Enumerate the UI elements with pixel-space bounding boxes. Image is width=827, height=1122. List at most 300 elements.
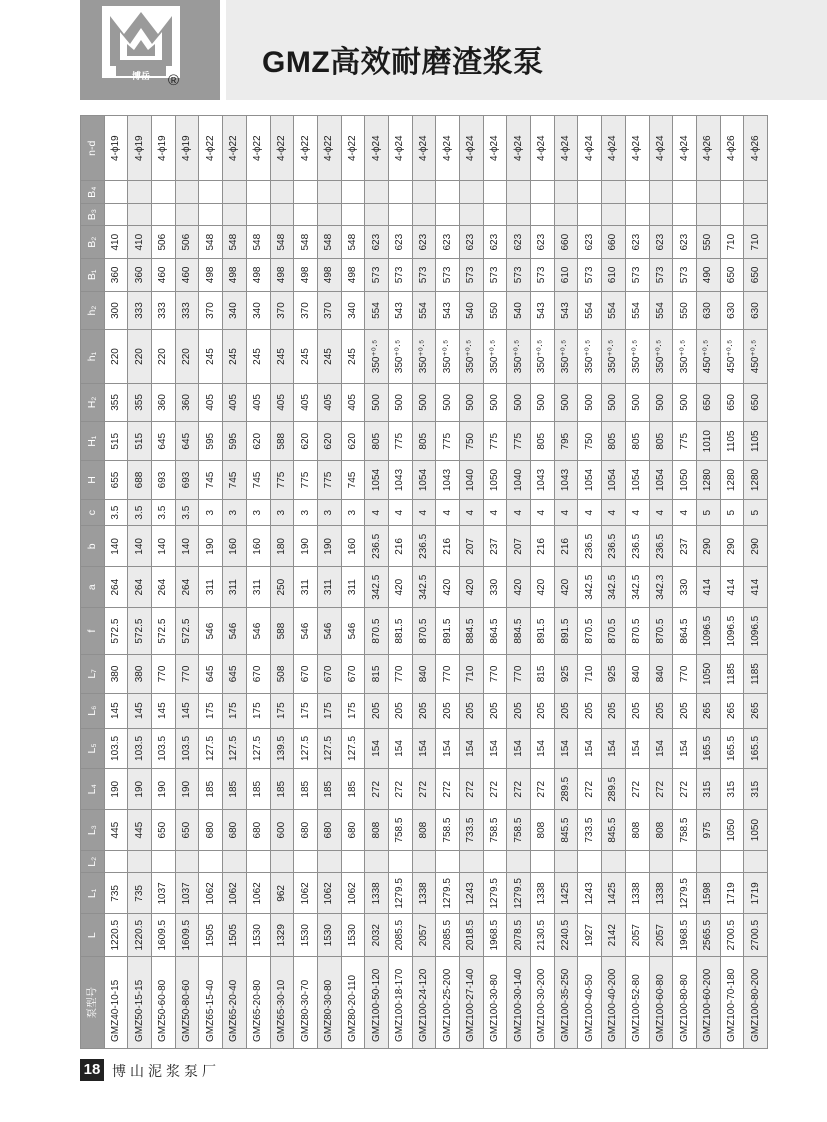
dimension-cell: 350⁺⁰·⁵ <box>507 330 531 383</box>
dimension-cell: 414 <box>720 567 744 608</box>
dimension-cell: 4-ϕ22 <box>223 116 247 181</box>
dimension-cell: 185 <box>199 769 223 810</box>
dimension-cell: 693 <box>152 461 176 500</box>
dimension-cell <box>436 851 460 873</box>
dimension-cell: 1425 <box>602 873 626 914</box>
dimension-cell: 4 <box>649 499 673 526</box>
spec-table-area <box>80 115 813 1049</box>
dimension-cell <box>294 203 318 225</box>
dimension-cell: 1505 <box>199 914 223 957</box>
dimension-cell: 245 <box>246 330 270 383</box>
pump-model-cell: GMZ65-30-10 <box>270 957 294 1049</box>
dimension-cell: 710 <box>578 655 602 694</box>
dimension-cell: 220 <box>104 330 128 383</box>
dimension-cell: 500 <box>554 383 578 422</box>
pump-model-cell: GMZ100-30-200 <box>531 957 555 1049</box>
pump-model-cell: GMZ100-40-50 <box>578 957 602 1049</box>
dimension-cell: 1530 <box>294 914 318 957</box>
dimension-cell: 610 <box>554 259 578 292</box>
dimension-cell: 4-ϕ26 <box>744 116 768 181</box>
dimension-cell: 405 <box>294 383 318 422</box>
dimension-cell <box>744 851 768 873</box>
dimension-cell: 145 <box>175 693 199 728</box>
dimension-cell: 572.5 <box>104 608 128 655</box>
dimension-cell: 498 <box>223 259 247 292</box>
dimension-cell: 745 <box>223 461 247 500</box>
dimension-cell: 500 <box>531 383 555 422</box>
dimension-cell: 1050 <box>696 655 720 694</box>
dimension-cell: 405 <box>317 383 341 422</box>
column-header: B₂ <box>81 226 105 259</box>
dimension-cell: 160 <box>341 526 365 567</box>
dimension-cell: 311 <box>294 567 318 608</box>
dimension-cell: 300 <box>104 291 128 330</box>
table-row <box>602 116 626 1049</box>
dimension-cell: 870.5 <box>412 608 436 655</box>
dimension-cell <box>696 851 720 873</box>
dimension-cell: 572.5 <box>128 608 152 655</box>
dimension-cell: 272 <box>578 769 602 810</box>
dimension-cell: 550 <box>696 226 720 259</box>
dimension-cell: 250 <box>270 567 294 608</box>
dimension-cell <box>412 851 436 873</box>
dimension-cell: 420 <box>531 567 555 608</box>
dimension-cell: 180 <box>270 526 294 567</box>
dimension-cell: 355 <box>128 383 152 422</box>
dimension-cell: 546 <box>294 608 318 655</box>
dimension-cell: 775 <box>317 461 341 500</box>
dimension-cell: 190 <box>152 769 176 810</box>
dimension-cell: 1054 <box>649 461 673 500</box>
dimension-cell: 207 <box>460 526 484 567</box>
column-header: b <box>81 526 105 567</box>
dimension-cell: 245 <box>223 330 247 383</box>
dimension-cell: 550 <box>673 291 697 330</box>
dimension-cell: 245 <box>341 330 365 383</box>
table-row <box>554 116 578 1049</box>
dimension-cell <box>128 203 152 225</box>
dimension-cell: 750 <box>460 422 484 461</box>
dimension-cell <box>649 851 673 873</box>
dimension-cell <box>578 203 602 225</box>
dimension-cell: 272 <box>673 769 697 810</box>
dimension-cell: 4 <box>625 499 649 526</box>
dimension-cell: 450⁺⁰·⁵ <box>744 330 768 383</box>
dimension-cell: 1043 <box>436 461 460 500</box>
dimension-cell: 650 <box>720 383 744 422</box>
dimension-cell: 573 <box>436 259 460 292</box>
dimension-cell: 500 <box>673 383 697 422</box>
dimension-cell: 1719 <box>744 873 768 914</box>
dimension-cell: 4-ϕ24 <box>507 116 531 181</box>
dimension-cell: 573 <box>412 259 436 292</box>
dimension-cell: 650 <box>696 383 720 422</box>
dimension-cell: 1062 <box>294 873 318 914</box>
dimension-cell <box>436 203 460 225</box>
dimension-cell: 1279.5 <box>388 873 412 914</box>
dimension-cell: 4 <box>412 499 436 526</box>
column-header: B₄ <box>81 181 105 203</box>
dimension-cell: 333 <box>175 291 199 330</box>
dimension-cell: 289.5 <box>602 769 626 810</box>
dimension-cell: 1279.5 <box>507 873 531 914</box>
dimension-cell: 1279.5 <box>673 873 697 914</box>
dimension-cell: 1050 <box>720 810 744 851</box>
dimension-cell: 380 <box>104 655 128 694</box>
dimension-cell: 4-ϕ22 <box>341 116 365 181</box>
dimension-cell: 350⁺⁰·⁵ <box>649 330 673 383</box>
crown-logo-icon <box>80 0 220 100</box>
table-row <box>696 116 720 1049</box>
dimension-cell: 2700.5 <box>744 914 768 957</box>
dimension-cell: 710 <box>744 226 768 259</box>
dimension-cell: 311 <box>317 567 341 608</box>
dimension-cell: 623 <box>625 226 649 259</box>
dimension-cell: 3 <box>246 499 270 526</box>
dimension-cell: 500 <box>507 383 531 422</box>
table-row <box>436 116 460 1049</box>
dimension-cell: 2085.5 <box>388 914 412 957</box>
dimension-cell: 154 <box>388 728 412 769</box>
dimension-cell <box>483 181 507 203</box>
dimension-cell: 630 <box>720 291 744 330</box>
column-header: L₁ <box>81 873 105 914</box>
dimension-cell: 775 <box>483 422 507 461</box>
dimension-cell: 2085.5 <box>436 914 460 957</box>
dimension-cell: 1338 <box>365 873 389 914</box>
dimension-cell: 588 <box>270 422 294 461</box>
dimension-cell: 1054 <box>365 461 389 500</box>
dimension-cell <box>246 181 270 203</box>
dimension-cell: 655 <box>104 461 128 500</box>
dimension-cell <box>673 181 697 203</box>
table-row <box>483 116 507 1049</box>
dimension-cell: 498 <box>294 259 318 292</box>
dimension-cell: 1096.5 <box>696 608 720 655</box>
dimension-cell: 272 <box>531 769 555 810</box>
dimension-cell: 350⁺⁰·⁵ <box>602 330 626 383</box>
pump-model-cell: GMZ80-30-80 <box>317 957 341 1049</box>
pump-model-cell: GMZ40-10-15 <box>104 957 128 1049</box>
dimension-cell: 515 <box>128 422 152 461</box>
dimension-cell: 1054 <box>602 461 626 500</box>
page-title: GMZ高效耐磨渣浆泵 <box>262 46 544 79</box>
dimension-cell <box>294 181 318 203</box>
dimension-cell <box>460 181 484 203</box>
dimension-cell: 1185 <box>720 655 744 694</box>
dimension-cell: 864.5 <box>673 608 697 655</box>
dimension-cell: 154 <box>507 728 531 769</box>
dimension-cell: 735 <box>128 873 152 914</box>
dimension-cell: 775 <box>436 422 460 461</box>
dimension-cell: 670 <box>294 655 318 694</box>
dimension-cell: 264 <box>104 567 128 608</box>
dimension-cell: 3.5 <box>175 499 199 526</box>
dimension-cell: 498 <box>199 259 223 292</box>
dimension-cell: 1280 <box>720 461 744 500</box>
dimension-cell: 506 <box>175 226 199 259</box>
dimension-cell: 500 <box>649 383 673 422</box>
dimension-cell: 350⁺⁰·⁵ <box>578 330 602 383</box>
dimension-cell: 805 <box>625 422 649 461</box>
dimension-cell: 1054 <box>578 461 602 500</box>
dimension-cell: 5 <box>696 499 720 526</box>
column-header: f <box>81 608 105 655</box>
dimension-cell: 245 <box>270 330 294 383</box>
dimension-cell: 775 <box>270 461 294 500</box>
column-header: L₅ <box>81 728 105 769</box>
dimension-cell: 745 <box>246 461 270 500</box>
dimension-cell: 264 <box>175 567 199 608</box>
dimension-cell: 1530 <box>246 914 270 957</box>
dimension-cell: 290 <box>696 526 720 567</box>
dimension-cell: 4-ϕ19 <box>128 116 152 181</box>
dimension-cell: 290 <box>744 526 768 567</box>
dimension-cell: 543 <box>554 291 578 330</box>
dimension-cell: 190 <box>175 769 199 810</box>
dimension-cell: 205 <box>578 693 602 728</box>
dimension-cell: 103.5 <box>175 728 199 769</box>
dimension-cell: 554 <box>578 291 602 330</box>
dimension-cell: 154 <box>436 728 460 769</box>
dimension-cell: 350⁺⁰·⁵ <box>460 330 484 383</box>
dimension-cell: 645 <box>199 655 223 694</box>
pump-model-cell: GMZ80-20-110 <box>341 957 365 1049</box>
pump-model-cell: GMZ100-30-140 <box>507 957 531 1049</box>
column-header: a <box>81 567 105 608</box>
dimension-cell <box>152 181 176 203</box>
table-row <box>104 116 128 1049</box>
dimension-cell <box>578 851 602 873</box>
column-header: H₂ <box>81 383 105 422</box>
dimension-cell <box>696 203 720 225</box>
dimension-cell: 220 <box>175 330 199 383</box>
dimension-cell: 265 <box>720 693 744 728</box>
dimension-cell: 808 <box>365 810 389 851</box>
dimension-cell: 350⁺⁰·⁵ <box>483 330 507 383</box>
dimension-cell: 333 <box>128 291 152 330</box>
dimension-cell: 145 <box>152 693 176 728</box>
dimension-cell: 548 <box>294 226 318 259</box>
dimension-cell: 770 <box>388 655 412 694</box>
dimension-cell: 1054 <box>412 461 436 500</box>
dimension-cell <box>152 851 176 873</box>
dimension-cell: 272 <box>365 769 389 810</box>
dimension-cell: 450⁺⁰·⁵ <box>696 330 720 383</box>
dimension-cell: 190 <box>294 526 318 567</box>
dimension-cell: 864.5 <box>483 608 507 655</box>
dimension-cell: 891.5 <box>436 608 460 655</box>
table-row <box>199 116 223 1049</box>
footer-company-name: 博山泥浆泵厂 <box>112 1063 220 1079</box>
dimension-cell: 154 <box>625 728 649 769</box>
pump-model-cell: GMZ50-80-60 <box>175 957 199 1049</box>
dimension-cell: 500 <box>412 383 436 422</box>
pump-model-cell: GMZ50-60-80 <box>152 957 176 1049</box>
dimension-cell: 680 <box>246 810 270 851</box>
dimension-cell <box>625 851 649 873</box>
dimension-cell: 554 <box>365 291 389 330</box>
dimension-cell: 140 <box>128 526 152 567</box>
dimension-cell: 548 <box>246 226 270 259</box>
table-row <box>625 116 649 1049</box>
dimension-cell: 660 <box>602 226 626 259</box>
dimension-cell <box>317 203 341 225</box>
dimension-cell: 205 <box>507 693 531 728</box>
dimension-cell: 185 <box>317 769 341 810</box>
pump-model-cell: GMZ50-15-15 <box>128 957 152 1049</box>
dimension-cell: 154 <box>483 728 507 769</box>
dimension-cell: 350⁺⁰·⁵ <box>673 330 697 383</box>
dimension-cell: 185 <box>246 769 270 810</box>
dimension-cell: 623 <box>388 226 412 259</box>
dimension-cell: 4 <box>365 499 389 526</box>
dimension-cell: 1043 <box>554 461 578 500</box>
dimension-cell: 595 <box>199 422 223 461</box>
dimension-cell: 3 <box>317 499 341 526</box>
dimension-cell: 4-ϕ22 <box>199 116 223 181</box>
dimension-cell: 370 <box>199 291 223 330</box>
dimension-cell <box>625 181 649 203</box>
dimension-cell: 554 <box>625 291 649 330</box>
dimension-cell: 5 <box>744 499 768 526</box>
dimension-cell: 543 <box>531 291 555 330</box>
dimension-cell: 154 <box>673 728 697 769</box>
dimension-cell: 1338 <box>412 873 436 914</box>
dimension-cell: 4-ϕ26 <box>720 116 744 181</box>
dimension-cell: 145 <box>104 693 128 728</box>
dimension-cell: 733.5 <box>460 810 484 851</box>
dimension-cell: 4 <box>436 499 460 526</box>
dimension-cell: 610 <box>602 259 626 292</box>
dimension-cell: 650 <box>744 259 768 292</box>
dimension-cell: 140 <box>175 526 199 567</box>
dimension-cell: 498 <box>341 259 365 292</box>
dimension-cell: 500 <box>578 383 602 422</box>
dimension-cell: 127.5 <box>246 728 270 769</box>
dimension-cell: 2078.5 <box>507 914 531 957</box>
dimension-cell: 620 <box>294 422 318 461</box>
dimension-cell <box>436 181 460 203</box>
dimension-cell <box>388 181 412 203</box>
dimension-cell: 623 <box>531 226 555 259</box>
dimension-cell <box>270 181 294 203</box>
dimension-cell: 405 <box>270 383 294 422</box>
dimension-cell: 205 <box>460 693 484 728</box>
dimension-cell: 4-ϕ22 <box>270 116 294 181</box>
dimension-cell <box>104 203 128 225</box>
dimension-cell <box>152 203 176 225</box>
dimension-cell: 745 <box>341 461 365 500</box>
dimension-cell: 190 <box>317 526 341 567</box>
dimension-cell: 623 <box>507 226 531 259</box>
dimension-cell <box>507 203 531 225</box>
column-header: B₁ <box>81 259 105 292</box>
dimension-cell <box>365 851 389 873</box>
dimension-cell: 808 <box>531 810 555 851</box>
dimension-cell: 808 <box>649 810 673 851</box>
dimension-cell: 5 <box>720 499 744 526</box>
dimension-cell: 1968.5 <box>483 914 507 957</box>
dimension-cell <box>223 203 247 225</box>
dimension-cell: 630 <box>744 291 768 330</box>
dimension-cell: 572.5 <box>175 608 199 655</box>
dimension-cell: 127.5 <box>341 728 365 769</box>
dimension-cell <box>246 851 270 873</box>
dimension-cell <box>578 181 602 203</box>
dimension-cell: 758.5 <box>507 810 531 851</box>
pump-model-cell: GMZ100-70-180 <box>720 957 744 1049</box>
dimension-cell: 4 <box>531 499 555 526</box>
dimension-cell: 630 <box>696 291 720 330</box>
dimension-cell: 4 <box>602 499 626 526</box>
dimension-cell: 2142 <box>602 914 626 957</box>
dimension-cell: 410 <box>128 226 152 259</box>
dimension-cell <box>412 203 436 225</box>
pump-model-cell: GMZ100-24-120 <box>412 957 436 1049</box>
dimension-cell: 775 <box>388 422 412 461</box>
dimension-cell: 4-ϕ24 <box>578 116 602 181</box>
dimension-cell: 680 <box>199 810 223 851</box>
dimension-cell: 540 <box>507 291 531 330</box>
dimension-cell: 805 <box>602 422 626 461</box>
dimension-cell: 500 <box>625 383 649 422</box>
dimension-cell: 805 <box>649 422 673 461</box>
dimension-cell: 175 <box>317 693 341 728</box>
dimension-cell: 350⁺⁰·⁵ <box>412 330 436 383</box>
dimension-cell: 103.5 <box>152 728 176 769</box>
dimension-cell: 420 <box>388 567 412 608</box>
dimension-cell: 2700.5 <box>720 914 744 957</box>
dimension-cell <box>199 181 223 203</box>
logo-text: 博岳 <box>131 71 150 81</box>
dimension-cell: 4 <box>507 499 531 526</box>
dimension-cell: 127.5 <box>317 728 341 769</box>
dimension-cell: 1062 <box>317 873 341 914</box>
dimension-cell: 245 <box>317 330 341 383</box>
table-row <box>531 116 555 1049</box>
dimension-cell: 4-ϕ24 <box>365 116 389 181</box>
dimension-cell: 680 <box>317 810 341 851</box>
dimension-cell: 370 <box>294 291 318 330</box>
dimension-cell: 1329 <box>270 914 294 957</box>
dimension-cell: 775 <box>673 422 697 461</box>
dimension-cell: 4 <box>578 499 602 526</box>
dimension-cell: 1096.5 <box>744 608 768 655</box>
dimension-cell: 360 <box>104 259 128 292</box>
dimension-cell: 815 <box>365 655 389 694</box>
dimension-cell: 342.5 <box>412 567 436 608</box>
dimension-cell <box>128 181 152 203</box>
dimension-cell: 4-ϕ24 <box>460 116 484 181</box>
dimension-cell: 1279.5 <box>436 873 460 914</box>
dimension-cell: 380 <box>128 655 152 694</box>
dimension-cell: 623 <box>578 226 602 259</box>
brand-logo <box>80 0 220 100</box>
dimension-cell: 1050 <box>673 461 697 500</box>
dimension-cell: 216 <box>388 526 412 567</box>
dimension-cell: 216 <box>554 526 578 567</box>
dimension-cell: 2130.5 <box>531 914 555 957</box>
dimension-cell: 573 <box>460 259 484 292</box>
table-row <box>578 116 602 1049</box>
dimension-cell <box>412 181 436 203</box>
dimension-cell: 272 <box>436 769 460 810</box>
dimension-cell: 420 <box>436 567 460 608</box>
dimension-cell: 139.5 <box>270 728 294 769</box>
dimension-cell <box>199 851 223 873</box>
dimension-cell: 1105 <box>744 422 768 461</box>
